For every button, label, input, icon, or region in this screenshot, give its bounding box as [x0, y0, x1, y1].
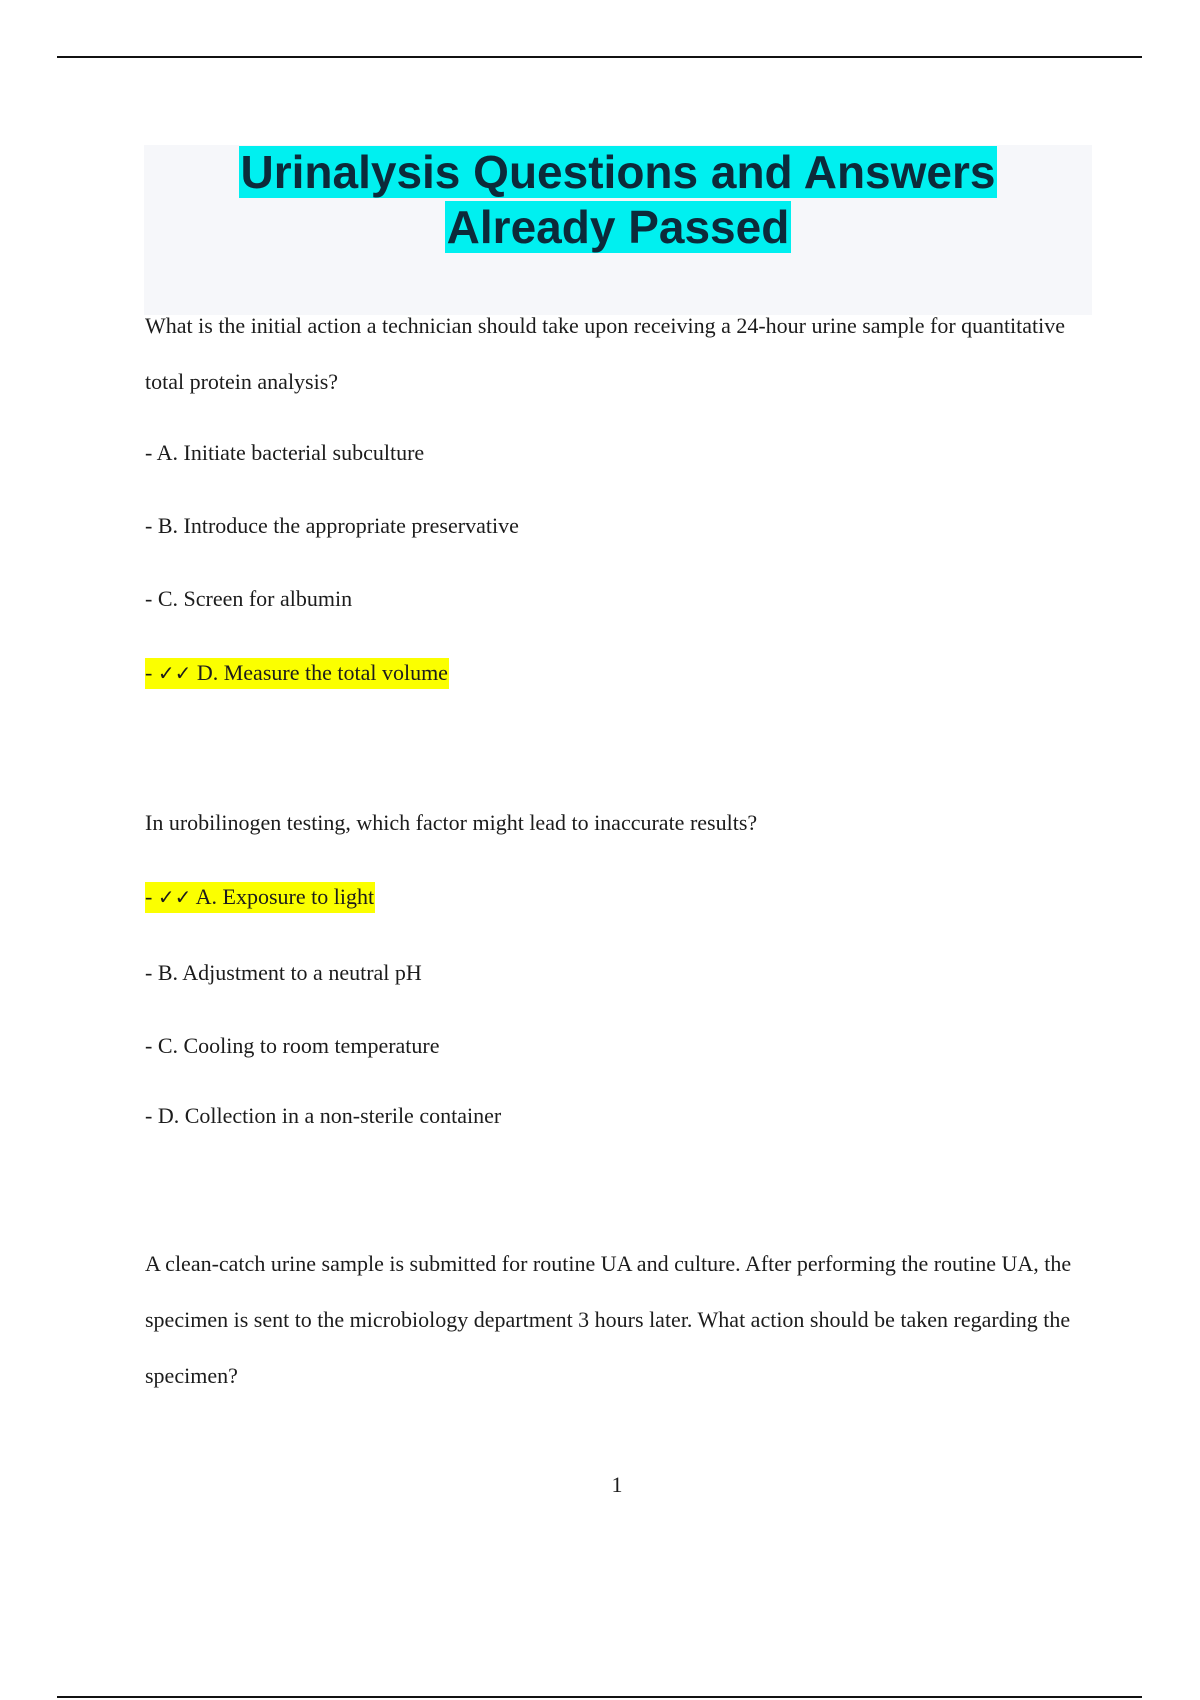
- question-2-option-a-correct: [145, 884, 375, 910]
- title-line-1: Urinalysis Questions and Answers: [240, 146, 996, 198]
- correct-answer-highlight: [145, 658, 449, 689]
- correct-answer-highlight: [145, 882, 375, 913]
- option-prefix: -: [145, 660, 158, 685]
- question-3-text: A clean-catch urine sample is submitted for routine UA and culture. After performing the routine UA, the specimen is sent to the microbiology department 3 hours later. What action should be taken regarding the specimen?: [145, 1251, 1072, 1388]
- double-check-icon: ✓✓: [157, 661, 192, 685]
- option-text: D. Measure the total volume: [191, 660, 448, 685]
- question-1-text: What is the initial action a technician should take upon receiving a 24-hour urine sample for quantitative total protein analysis?: [145, 313, 1066, 394]
- question-1-option-b: - B. Introduce the appropriate preservative: [145, 513, 519, 538]
- top-rule: [57, 56, 1142, 58]
- option-text: A. Exposure to light: [191, 884, 375, 909]
- question-2-option-c: - C. Cooling to room temperature: [145, 1033, 440, 1058]
- question-2-text: In urobilinogen testing, which factor might lead to inaccurate results?: [145, 810, 758, 835]
- page-number: 1: [611, 1472, 623, 1497]
- question-1-option-a: - A. Initiate bacterial subculture: [145, 440, 425, 465]
- document-title: [144, 145, 1092, 255]
- double-check-icon: ✓✓: [157, 885, 192, 909]
- title-line-2: Already Passed: [446, 201, 790, 253]
- option-prefix: -: [145, 884, 158, 909]
- bottom-rule: [57, 1696, 1142, 1698]
- question-1-option-d-correct: [145, 660, 449, 686]
- question-2-option-b: - B. Adjustment to a neutral pH: [145, 960, 422, 985]
- question-1-option-c: - C. Screen for albumin: [145, 586, 353, 611]
- question-2-option-d: - D. Collection in a non-sterile container: [145, 1103, 502, 1128]
